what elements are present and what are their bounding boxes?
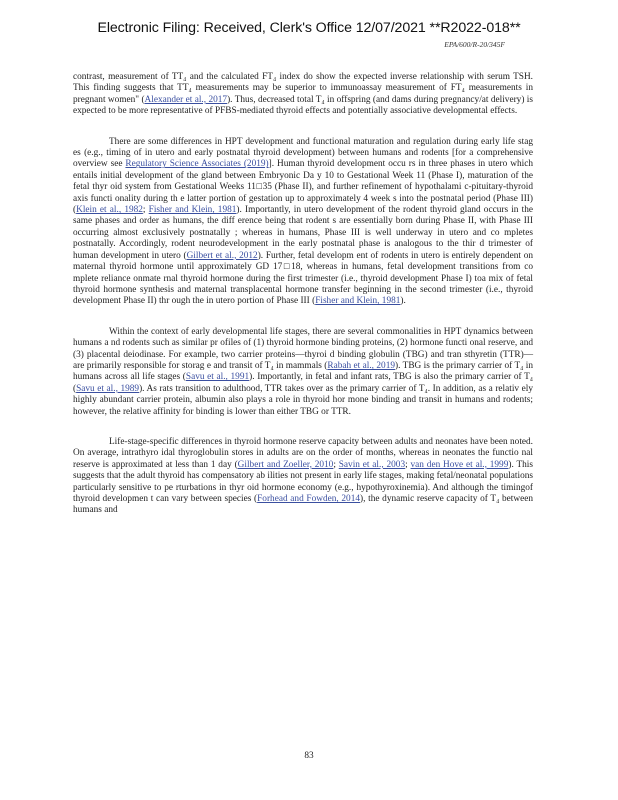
paragraph-4: Life-stage-specific differences in thyroid hormone reserve capacity between adults and neonates have been noted. On average, intrathyro idal thyroglobulin stores in adults are on the order of months, whereas in neonates the functio nal reserve is approximated at less than 1 day (Gilbert and Zoeller, 2010; Savin et al., 2003; van den Hove et al., 1999). This suggests that the adult thyroid has compensatory ab ilities not present in early life stages, making fetal/neonatal populations particularly sensitive to pe rturbations in thyr oid hormone economy (e.g., hypothyroxinemia). And although the timingof thyroid developmen t can vary between species (Forhead and Fowden, 2014), the dynamic reserve capacity of T₄ between humans and — [73, 436, 533, 516]
paragraph-3: Within the context of early developmental life stages, there are several commonalities in HPT dynamics between humans a nd rodents such as similar pr ofiles of (1) thyroid hormone binding proteins, (2) hormone functi onal reserve, and (3) placental deiodinase. For example, two carrier proteins—thyroi d binding globulin (TBG) and tran sthyretin (TTR)—are primarily responsible for storag e and transit of T₄ in mammals (Rabah et al., 2019). TBG is the primary carrier of T₄ in humans across all life stages (Savu et al., 1991). Importantly, in fetal and infant rats, TBG is also the primary carrier of T₄ (Savu et al., 1989). As rats transition to adulthood, TTR takes over as the primary carrier of T₄. In addition, as a relativ ely highly abundant carrier protein, albumin also plays a role in thyroid hor mone binding and transit in humans and rodents; however, the relative affinity for binding is lower than either TBG or TTR. — [73, 326, 533, 417]
citation-link[interactable]: Forhead and Fowden, 2014 — [257, 494, 360, 504]
citation-link[interactable]: van den Hove et al., 1999 — [410, 459, 509, 470]
citation-link[interactable]: Savu et al., 1989 — [76, 383, 140, 394]
citation-link[interactable]: Alexander et al., 2017 — [144, 94, 228, 105]
citation-link[interactable]: Fisher and Klein, 1981 — [315, 296, 401, 307]
body-text — [73, 72, 533, 536]
paragraph-1: contrast, measurement of TT₄ and the calculated FT₄ index do show the expected inverse relationship with serum TSH. This finding suggests that TT₄ measurements may be superior to immunoassay measurement of FT₄ measurements in pregnant women" (Alexander et al., 2017). Thus, decreased total T₄ in offspring (and dams during pregnancy/at delivery) is expected to be more representative of PFBS-mediated thyroid effects and potentially associative developmental effects. — [73, 72, 533, 117]
paragraph-2: There are some differences in HPT development and functional maturation and regulation during early life stag es (e.g., timing of in utero and early postnatal thyroid development) between humans and rodents [for a comprehensive overview see Regulatory Science Associates (2019)]. Human thyroid development occu rs in three phases in utero which entails initial development of the gland between Embryonic Da y 10 to Gestational Week 11 (Phase I), maturation of the fetal thyr oid system from Gestational Weeks 11□35 (Phase II), and further refinement of hypothalami c-pituitary-thyroid axis functi onality during th e latter portion of gestation up to approximately 4 week s into the postnatal period (Phase III) (Klein et al., 1982; Fisher and Klein, 1981). Importantly, in utero development of the rodent thyroid gland occurs in the same phases and order as humans, the diff erence being that rodent s are essentially born during Phase II, with Phase III occurring almost exclusively postnatally ; whereas in humans, Phase III is well underway in utero and co mpletes postnatally. Accordingly, rodent neurodevelopment in the early postnatal phase is analogous to the thir d trimester of human development in utero (Gilbert et al., 2012). Further, fetal developm ent of rodents in utero is entirely dependent on maternal thyroid hormone until approximately GD 17□18, whereas in humans, fetal development transitions from co mplete reliance onmate rnal thyroid hormone during the first trimester (i.e., thyroid development Phase I) toa mix of fetal thyroid hormone synthesis and maternal transplacental hormone transfer beginning in the second trimester (i.e., thyroid development Phase II) thr ough the in utero portion of Phase III (Fisher and Klein, 1981). — [73, 136, 533, 307]
citation-link[interactable]: Gilbert and Zoeller, 2010 — [237, 459, 334, 470]
citation-link[interactable]: Savin et al., 2003 — [338, 459, 406, 470]
filing-stamp: Electronic Filing: Received, Clerk's Office 12/07/2021 **R2022-018** — [97, 20, 521, 36]
citation-link[interactable]: Fisher and Klein, 1981 — [148, 205, 237, 216]
document-id: EPA/600/R-20/345F — [444, 40, 505, 49]
citation-link[interactable]: Savu et al., 1991 — [185, 372, 250, 383]
page-number: 83 — [304, 751, 314, 761]
citation-link[interactable]: Rabah et al., 2019 — [327, 360, 395, 371]
citation-link[interactable]: Klein et al., 1982 — [76, 205, 143, 216]
citation-link[interactable]: Regulatory Science Associates (2019) — [125, 159, 269, 170]
citation-link[interactable]: Gilbert et al., 2012 — [186, 250, 258, 261]
